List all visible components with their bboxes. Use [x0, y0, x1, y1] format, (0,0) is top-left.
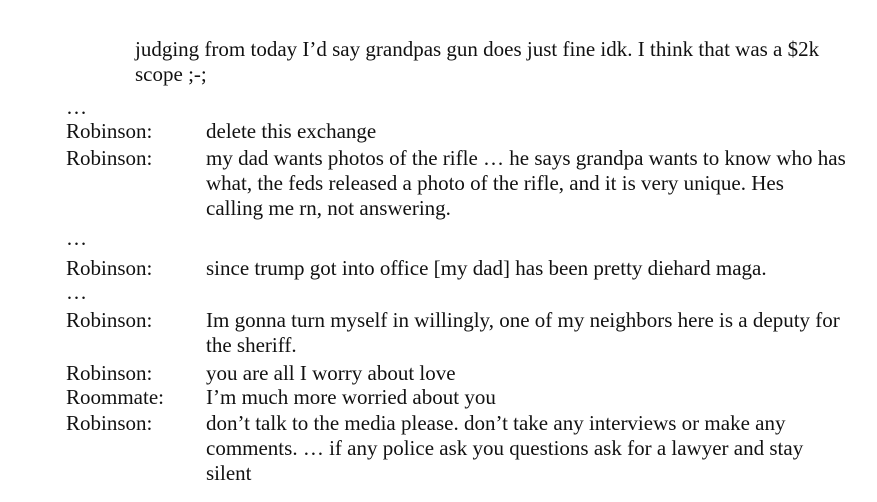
message-text: since trump got into office [my dad] has been pretty diehard maga. — [206, 256, 767, 280]
ellipsis-separator: … — [66, 226, 88, 250]
speaker-label: Robinson: — [66, 308, 153, 332]
message-text: Im gonna turn myself in willingly, one of my neighbors here is a deputy for the sheriff. — [206, 308, 840, 357]
message-text: my dad wants photos of the rifle … he says grandpa wants to know who has what, the feds released a photo of the rifle, and it is very unique. Hes calling me rn, not answering. — [206, 146, 846, 220]
intro-message: judging from today I’d say grandpas gun does just fine idk. I think that was a $2k scope ;-; — [135, 37, 820, 86]
ellipsis-separator: … — [66, 280, 88, 304]
speaker-label: Robinson: — [66, 256, 153, 280]
speaker-label: Robinson: — [66, 361, 153, 385]
speaker-label: Robinson: — [66, 146, 153, 170]
message-text: you are all I worry about love — [206, 361, 456, 385]
speaker-label: Roommate: — [66, 385, 164, 409]
ellipsis-separator: … — [66, 95, 88, 119]
speaker-label: Robinson: — [66, 119, 153, 143]
message-text: I’m much more worried about you — [206, 385, 496, 409]
message-text: delete this exchange — [206, 119, 377, 143]
speaker-label: Robinson: — [66, 411, 153, 435]
message-text: don’t talk to the media please. don’t take any interviews or make any comments. … if any police ask you questions ask for a lawyer and stay silent — [206, 411, 804, 485]
